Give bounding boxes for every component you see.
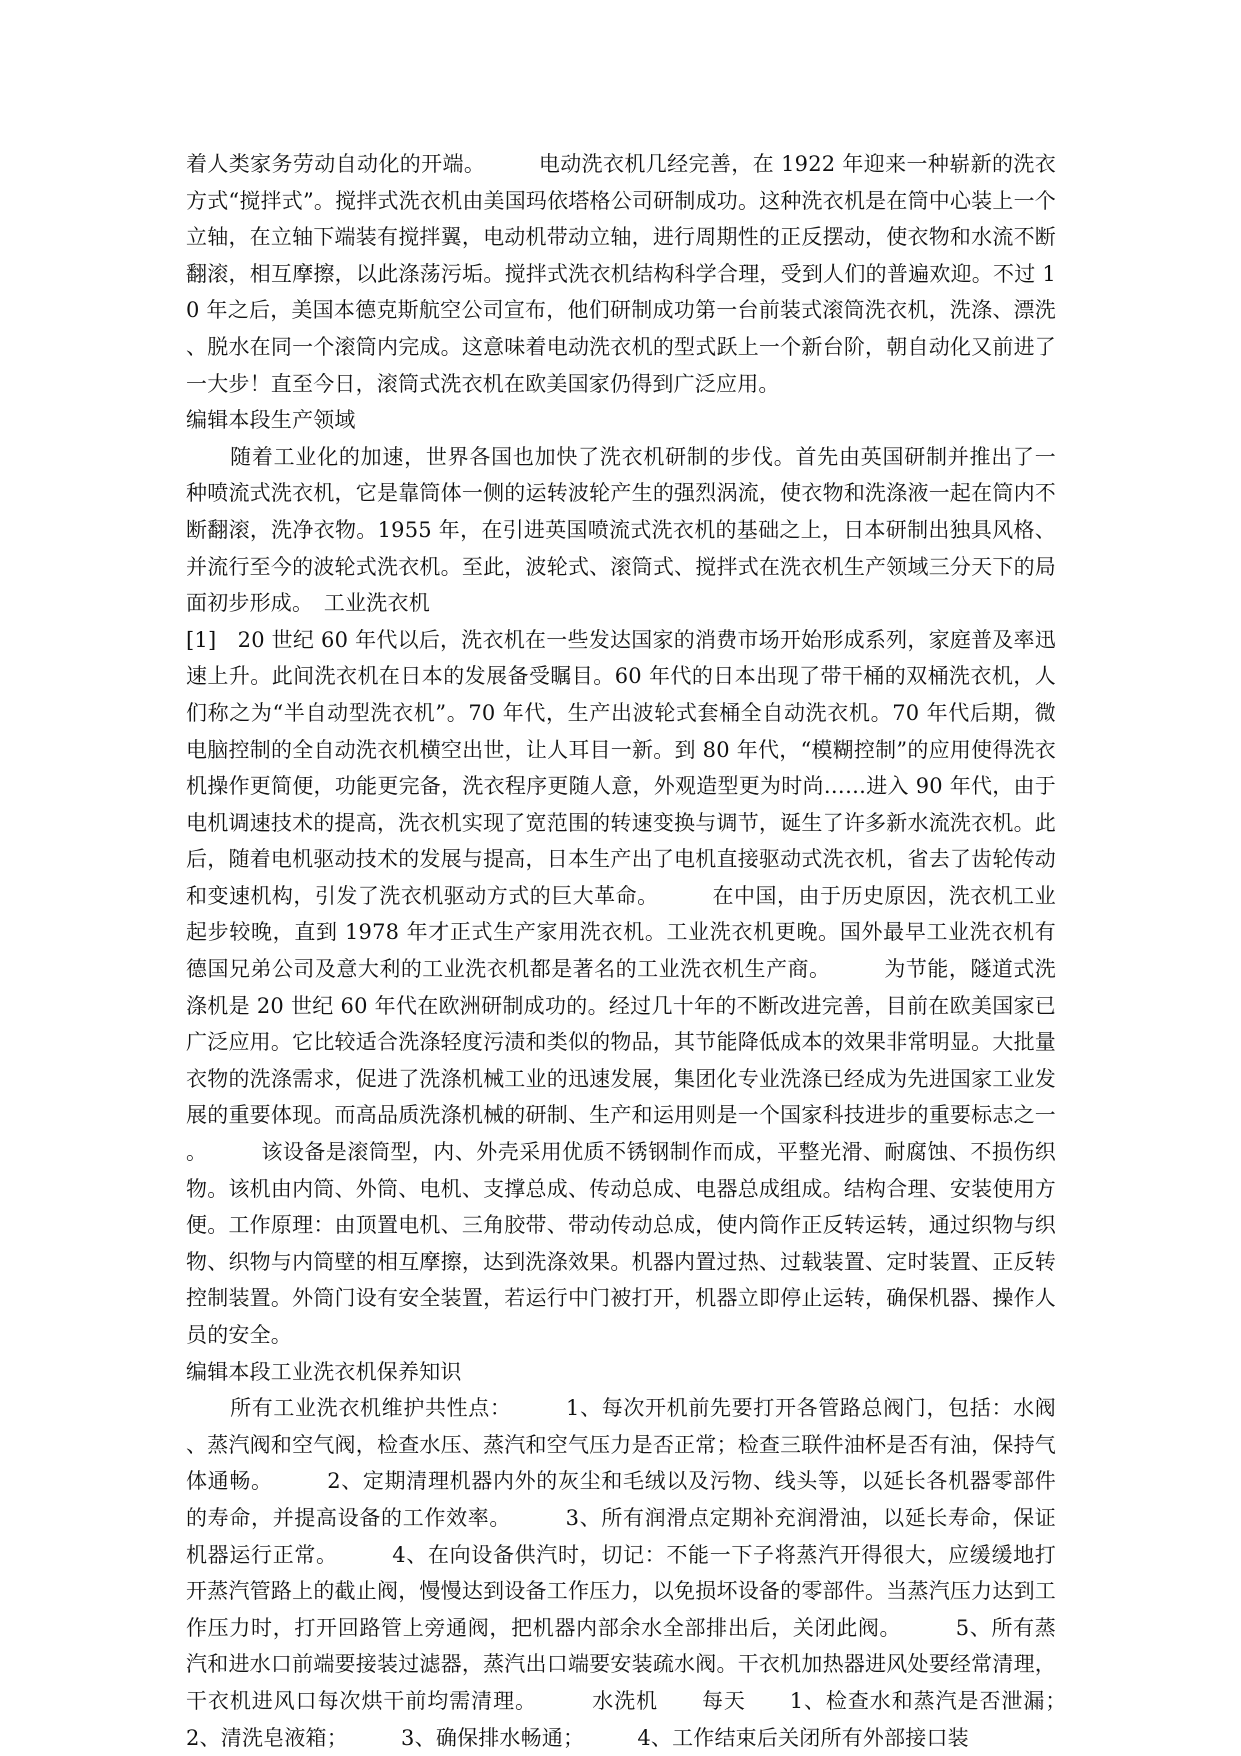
body-paragraph-1: 着人类家务劳动自动化的开端。 电动洗衣机几经完善，在 1922 年迎来一种崭新的洗衣方式“搅拌式”。搅拌式洗衣机由美国玛依塔格公司研制成功。这种洗衣机是在筒中心装上一个立轴，在立轴下端装有搅拌翼，电动机带动立轴，进行周期性的正反摆动，使衣物和水流不断翻滚，相互摩擦，以此涤荡污垢。搅拌式洗衣机结构科学合理，受到人们的普遍欢迎。不过 10 年之后，美国本德克斯航空公司宣布，他们研制成功第一台前装式滚筒洗衣机，洗涤、漂洗、脱水在同一个滚筒内完成。这意味着电动洗衣机的型式跃上一个新台阶，朝自动化又前进了一大步！直至今日，滚筒式洗衣机在欧美国家仍得到广泛应用。 <box>186 152 1056 396</box>
body-paragraph-2: 随着工业化的加速，世界各国也加快了洗衣机研制的步伐。首先由英国研制并推出了一种喷流式洗衣机，它是靠筒体一侧的运转波轮产生的强烈涡流，使衣物和洗涤液一起在筒内不断翻滚，洗净衣物。1955 年，在引进英国喷流式洗衣机的基础之上，日本研制出独具风格、并流行至今的波轮式洗衣机。至此，波轮式、滚筒式、搅拌式在洗衣机生产领域三分天下的局面初步形成。 工业洗衣机 <box>186 444 1056 616</box>
body-paragraph-3: [1] 20 世纪 60 年代以后，洗衣机在一些发达国家的消费市场开始形成系列，家庭普及率迅速上升。此间洗衣机在日本的发展备受瞩目。60 年代的日本出现了带干桶的双桶洗衣机，人们称之为“半自动型洗衣机”。70 年代，生产出波轮式套桶全自动洗衣机。70 年代后期，微电脑控制的全自动洗衣机横空出世，让人耳目一新。到 80 年代，“模糊控制”的应用使得洗衣机操作更简便，功能更完备，洗衣程序更随人意，外观造型更为时尚……进入 90 年代，由于电机调速技术的提高，洗衣机实现了宽范围的转速变换与调节，诞生了许多新水流洗衣机。此后，随着电机驱动技术的发展与提高，日本生产出了电机直接驱动式洗衣机，省去了齿轮传动和变速机构，引发了洗衣机驱动方式的巨大革命。 在中国，由于历史原因，洗衣机工业起步较晚，直到 1978 年才正式生产家用洗衣机。工业洗衣机更晚。国外最早工业洗衣机有德国兄弟公司及意大利的工业洗衣机都是著名的工业洗衣机生产商。 为节能，隧道式洗涤机是 20 世纪 60 年代在欧洲研制成功的。经过几十年的不断改进完善，目前在欧美国家已广泛应用。它比较适合洗涤轻度污渍和类似的物品，其节能降低成本的效果非常明显。大批量衣物的洗涤需求，促进了洗涤机械工业的迅速发展，集团化专业洗涤已经成为先进国家工业发展的重要体现。而高品质洗涤机械的研制、生产和运用则是一个国家科技进步的重要标志之一。 该设备是滚筒型，内、外壳采用优质不锈钢制作而成，平整光滑、耐腐蚀、不损伤织物。该机由内筒、外筒、电机、支撑总成、传动总成、电器总成组成。结构合理、安装使用方便。工作原理：由顶置电机、三角胶带、带动传动总成，使内筒作正反转运转，通过织物与织物、织物与内筒壁的相互摩擦，达到洗涤效果。机器内置过热、过载装置、定时装置、正反转控制装置。外筒门设有安全装置，若运行中门被打开，机器立即停止运转，确保机器、操作人员的安全。 <box>186 627 1056 1347</box>
body-paragraph-4: 所有工业洗衣机维护共性点： 1、每次开机前先要打开各管路总阀门，包括：水阀、蒸汽阀和空气阀，检查水压、蒸汽和空气压力是否正常；检查三联件油杯是否有油，保持气体通畅。 2、定期清理机器内外的灰尘和毛绒以及污物、线头等，以延长各机器零部件的寿命，并提高设备的工作效率。 3、所有润滑点定期补充润滑油，以延长寿命，保证机器运行正常。 4、在向设备供汽时，切记：不能一下子将蒸汽开得很大，应缓缓地打开蒸汽管路上的截止阀，慢慢达到设备工作压力，以免损坏设备的零部件。当蒸汽压力达到工作压力时，打开回路管上旁通阀，把机器内部余水全部排出后，关闭此阀。 5、所有蒸汽和进水口前端要接装过滤器，蒸汽出口端要安装疏水阀。干衣机加热器进风处要经常清理，干衣机进风口每次烘干前均需清理。 水洗机 每天 1、检查水和蒸汽是否泄漏； 2、清洗皂液箱； 3、确保排水畅通； 4、工作结束后关闭所有外部接口装 <box>186 1396 1120 1750</box>
document-body <box>186 146 1120 1756</box>
section-heading-maintenance: 编辑本段工业洗衣机保养知识 <box>186 1359 462 1384</box>
section-heading-production-field: 编辑本段生产领域 <box>186 408 356 433</box>
